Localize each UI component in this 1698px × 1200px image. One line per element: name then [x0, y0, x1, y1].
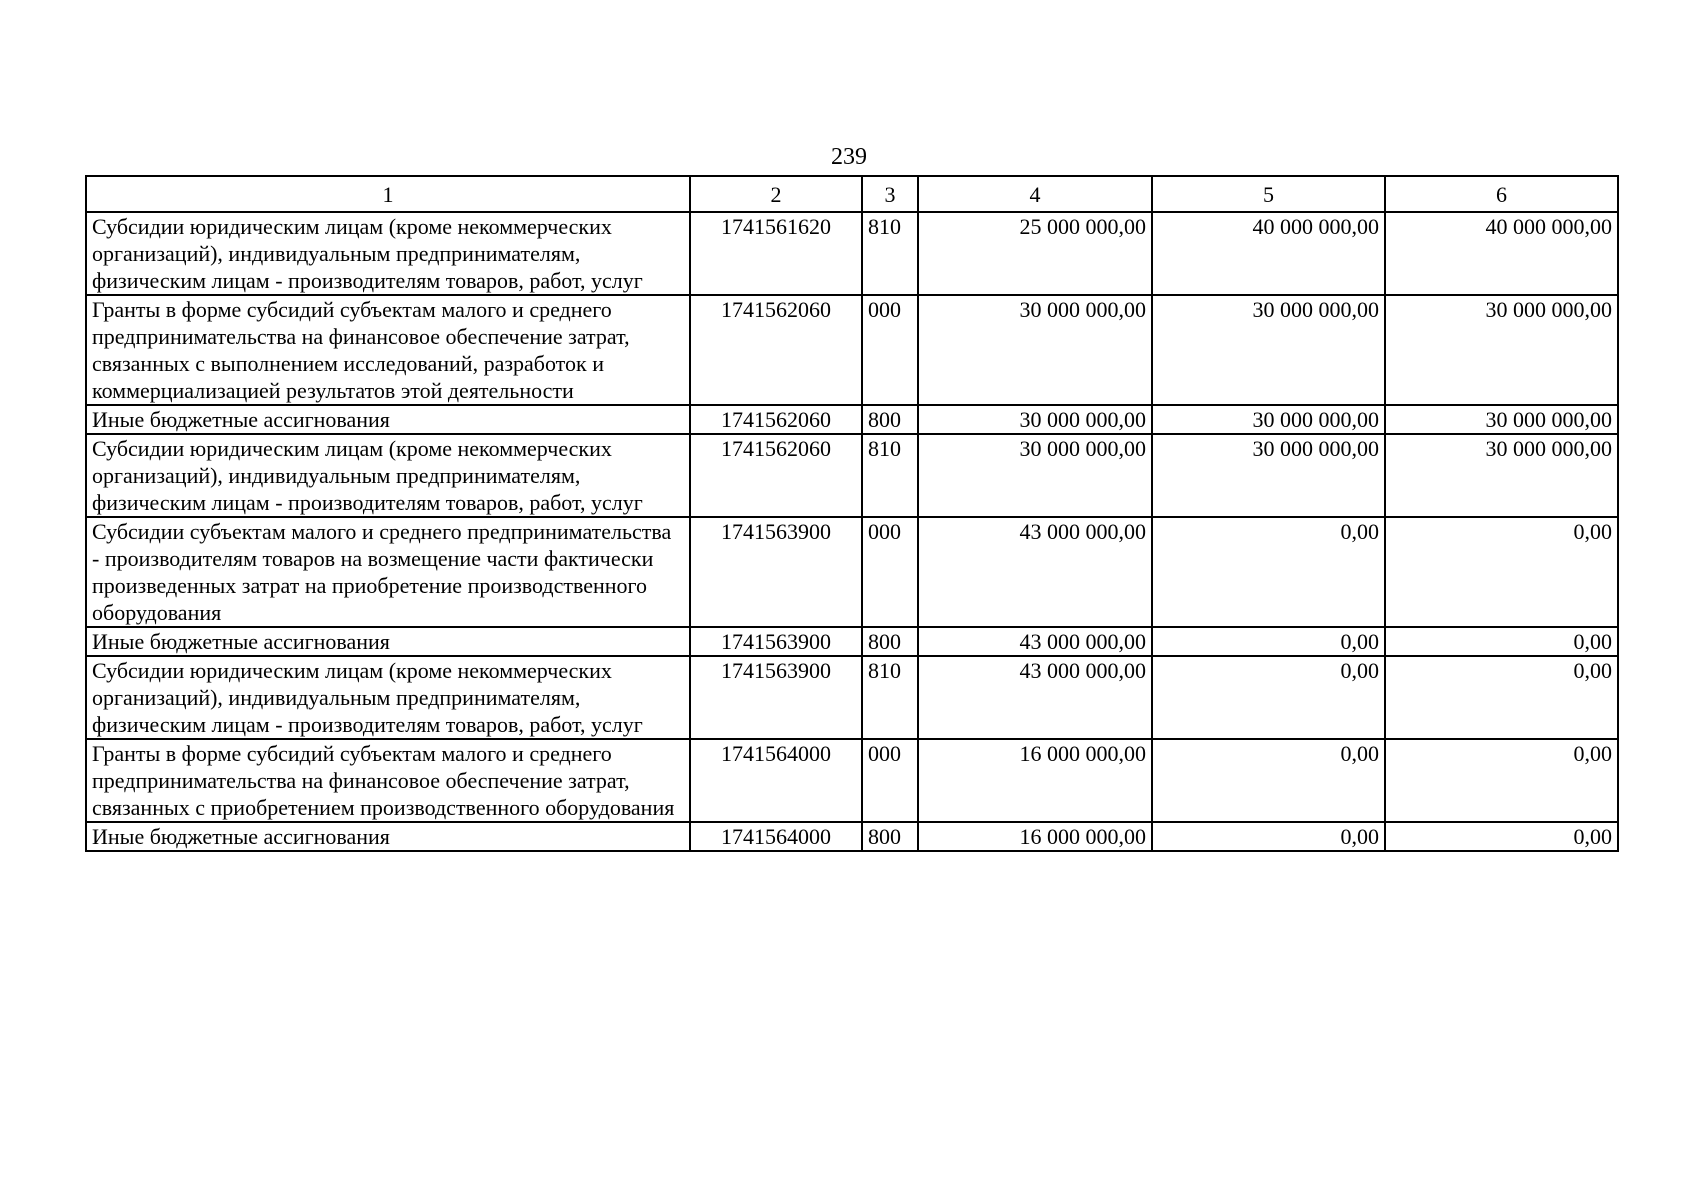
amount-col6: 40 000 000,00 [1385, 212, 1618, 295]
column-header-4: 4 [918, 176, 1152, 212]
amount-col4: 16 000 000,00 [918, 822, 1152, 851]
table-row [86, 405, 1618, 434]
expense-name: Субсидии юридическим лицам (кроме некоммерческих организаций), индивидуальным предпринимателям, физическим лицам - производителям товаров, работ, услуг [86, 434, 690, 517]
amount-col6: 30 000 000,00 [1385, 434, 1618, 517]
amount-col6: 0,00 [1385, 517, 1618, 627]
column-header-5: 5 [1152, 176, 1385, 212]
target-article-code: 1741563900 [690, 627, 862, 656]
expense-name: Субсидии субъектам малого и среднего предпринимательства - производителям товаров на возмещение части фактически произведенных затрат на приобретение производственного оборудования [86, 517, 690, 627]
amount-col5: 0,00 [1152, 627, 1385, 656]
budget-table [85, 175, 1619, 852]
expense-type-code: 000 [862, 739, 918, 822]
table-row [86, 434, 1618, 517]
expense-type-code: 000 [862, 295, 918, 405]
table-row [86, 517, 1618, 627]
amount-col5: 0,00 [1152, 739, 1385, 822]
expense-name: Иные бюджетные ассигнования [86, 405, 690, 434]
table-row [86, 627, 1618, 656]
amount-col5: 30 000 000,00 [1152, 405, 1385, 434]
amount-col4: 30 000 000,00 [918, 434, 1152, 517]
page-number: 239 [831, 144, 867, 170]
target-article-code: 1741564000 [690, 739, 862, 822]
expense-name: Иные бюджетные ассигнования [86, 627, 690, 656]
column-header-6: 6 [1385, 176, 1618, 212]
target-article-code: 1741562060 [690, 434, 862, 517]
expense-name: Гранты в форме субсидий субъектам малого и среднего предпринимательства на финансовое обеспечение затрат, связанных с приобретением производственного оборудования [86, 739, 690, 822]
target-article-code: 1741562060 [690, 405, 862, 434]
target-article-code: 1741562060 [690, 295, 862, 405]
expense-type-code: 800 [862, 822, 918, 851]
expense-type-code: 000 [862, 517, 918, 627]
amount-col4: 43 000 000,00 [918, 656, 1152, 739]
amount-col4: 30 000 000,00 [918, 295, 1152, 405]
amount-col6: 0,00 [1385, 627, 1618, 656]
expense-type-code: 800 [862, 405, 918, 434]
expense-type-code: 800 [862, 627, 918, 656]
table-row [86, 295, 1618, 405]
amount-col6: 0,00 [1385, 656, 1618, 739]
target-article-code: 1741563900 [690, 517, 862, 627]
expense-type-code: 810 [862, 434, 918, 517]
amount-col4: 30 000 000,00 [918, 405, 1152, 434]
amount-col5: 40 000 000,00 [1152, 212, 1385, 295]
amount-col6: 0,00 [1385, 822, 1618, 851]
expense-name: Иные бюджетные ассигнования [86, 822, 690, 851]
target-article-code: 1741563900 [690, 656, 862, 739]
table-row [86, 739, 1618, 822]
header-row [86, 176, 1618, 212]
amount-col6: 0,00 [1385, 739, 1618, 822]
expense-name: Гранты в форме субсидий субъектам малого и среднего предпринимательства на финансовое обеспечение затрат, связанных с выполнением исследований, разработок и коммерциализацией результатов этой деятельности [86, 295, 690, 405]
amount-col4: 16 000 000,00 [918, 739, 1152, 822]
table-row [86, 212, 1618, 295]
target-article-code: 1741561620 [690, 212, 862, 295]
amount-col4: 43 000 000,00 [918, 517, 1152, 627]
expense-name: Субсидии юридическим лицам (кроме некоммерческих организаций), индивидуальным предпринимателям, физическим лицам - производителям товаров, работ, услуг [86, 656, 690, 739]
expense-type-code: 810 [862, 212, 918, 295]
column-header-1: 1 [86, 176, 690, 212]
amount-col4: 43 000 000,00 [918, 627, 1152, 656]
target-article-code: 1741564000 [690, 822, 862, 851]
amount-col5: 0,00 [1152, 822, 1385, 851]
table-row [86, 822, 1618, 851]
amount-col5: 0,00 [1152, 656, 1385, 739]
column-header-2: 2 [690, 176, 862, 212]
expense-name: Субсидии юридическим лицам (кроме некоммерческих организаций), индивидуальным предпринимателям, физическим лицам - производителям товаров, работ, услуг [86, 212, 690, 295]
amount-col6: 30 000 000,00 [1385, 405, 1618, 434]
amount-col4: 25 000 000,00 [918, 212, 1152, 295]
table-row [86, 656, 1618, 739]
amount-col5: 30 000 000,00 [1152, 295, 1385, 405]
column-header-3: 3 [862, 176, 918, 212]
amount-col5: 0,00 [1152, 517, 1385, 627]
amount-col6: 30 000 000,00 [1385, 295, 1618, 405]
amount-col5: 30 000 000,00 [1152, 434, 1385, 517]
expense-type-code: 810 [862, 656, 918, 739]
